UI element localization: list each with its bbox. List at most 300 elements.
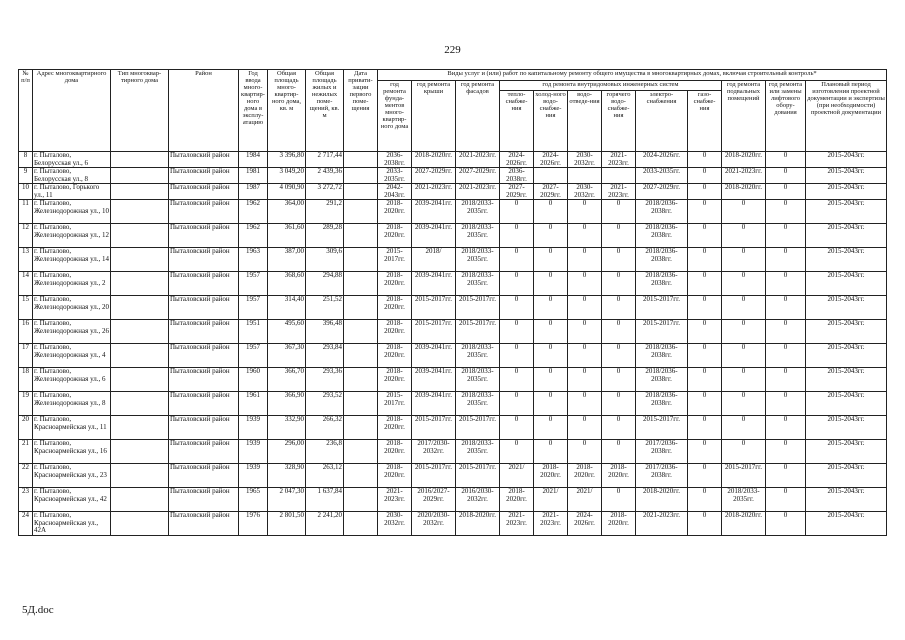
sewer-cell: 0	[568, 248, 602, 272]
total-area-cell: 2 801,50	[268, 512, 306, 536]
roof-cell: 2020/2030-2032гг.	[412, 512, 456, 536]
year-cell: 1957	[239, 272, 268, 296]
year-cell: 1960	[239, 368, 268, 392]
sewer-cell: 0	[568, 296, 602, 320]
design-period-cell: 2015-2043гг.	[806, 416, 887, 440]
gas-cell: 0	[688, 440, 722, 464]
address-cell: г. Пыталово, Белорусская ул., 8	[33, 168, 111, 184]
basement-cell: 0	[722, 272, 766, 296]
header-num: № п/п	[19, 70, 33, 152]
district-cell: Пыталовский район	[169, 464, 239, 488]
district-cell: Пыталовский район	[169, 296, 239, 320]
electric-cell: 2021-2023гг.	[636, 512, 688, 536]
elevator-cell: 0	[766, 272, 806, 296]
heat-cell: 0	[500, 440, 534, 464]
basement-cell: 0	[722, 344, 766, 368]
gas-cell: 0	[688, 464, 722, 488]
roof-cell: 2039-2041гг.	[412, 368, 456, 392]
design-period-cell: 2015-2043гг.	[806, 512, 887, 536]
address-cell: г. Пыталово, Красноармейская ул., 42А	[33, 512, 111, 536]
electric-cell: 2018/2036-2038гг.	[636, 344, 688, 368]
living-area-cell: 263,12	[306, 464, 344, 488]
roof-cell: 2039-2041гг.	[412, 224, 456, 248]
table-row	[19, 320, 887, 344]
year-cell: 1939	[239, 464, 268, 488]
foundation-cell: 2018-2020гг.	[378, 440, 412, 464]
living-area-cell: 293,84	[306, 344, 344, 368]
electric-cell: 2018/2036-2038гг.	[636, 272, 688, 296]
facade-cell: 2018/2033-2035гг.	[456, 224, 500, 248]
row-number: 14	[19, 272, 33, 296]
table-row	[19, 248, 887, 272]
address-cell: г. Пыталово, Железнодорожная ул., 8	[33, 392, 111, 416]
cold-water-cell: 0	[534, 392, 568, 416]
table-row	[19, 224, 887, 248]
heat-cell: 0	[500, 368, 534, 392]
facade-cell: 2015-2017гг.	[456, 464, 500, 488]
hot-water-cell: 0	[602, 488, 636, 512]
electric-cell: 2027-2029гг.	[636, 184, 688, 200]
design-period-cell: 2015-2043гг.	[806, 320, 887, 344]
living-area-cell: 293,52	[306, 392, 344, 416]
heat-cell: 2036-2038гг.	[500, 168, 534, 184]
privatization-cell	[344, 488, 378, 512]
elevator-cell: 0	[766, 320, 806, 344]
district-cell: Пыталовский район	[169, 200, 239, 224]
electric-cell: 2015-2017гг.	[636, 320, 688, 344]
year-cell: 1951	[239, 320, 268, 344]
table-row	[19, 464, 887, 488]
table-body	[19, 152, 887, 536]
foundation-cell: 2018-2020гг.	[378, 344, 412, 368]
table-header	[19, 70, 887, 152]
design-period-cell: 2015-2043гг.	[806, 224, 887, 248]
heat-cell: 2027-2029гг.	[500, 184, 534, 200]
table-row	[19, 392, 887, 416]
facade-cell: 2018/2033-2035гг.	[456, 200, 500, 224]
privatization-cell	[344, 368, 378, 392]
year-cell: 1987	[239, 184, 268, 200]
heat-cell: 0	[500, 224, 534, 248]
design-period-cell: 2015-2043гг.	[806, 152, 887, 168]
gas-cell: 0	[688, 320, 722, 344]
gas-cell: 0	[688, 152, 722, 168]
hot-water-cell: 0	[602, 224, 636, 248]
sewer-cell: 0	[568, 224, 602, 248]
design-period-cell: 2015-2043гг.	[806, 392, 887, 416]
cold-water-cell: 0	[534, 440, 568, 464]
foundation-cell: 2015-2017гг.	[378, 392, 412, 416]
heat-cell: 2021/	[500, 464, 534, 488]
cold-water-cell: 0	[534, 320, 568, 344]
foundation-cell: 2021-2023гг.	[378, 488, 412, 512]
cold-water-cell: 0	[534, 248, 568, 272]
basement-cell: 0	[722, 248, 766, 272]
foundation-cell: 2018-2020гг.	[378, 296, 412, 320]
foundation-cell: 2018-2020гг.	[378, 200, 412, 224]
house-type-cell	[111, 368, 169, 392]
living-area-cell: 266,32	[306, 416, 344, 440]
basement-cell: 0	[722, 440, 766, 464]
hot-water-cell: 2018-2020гг.	[602, 512, 636, 536]
privatization-cell	[344, 272, 378, 296]
house-type-cell	[111, 200, 169, 224]
sewer-cell: 0	[568, 416, 602, 440]
cold-water-cell: 2018-2020гг.	[534, 464, 568, 488]
elevator-cell: 0	[766, 152, 806, 168]
basement-cell: 2021-2023гг.	[722, 168, 766, 184]
header-basement: год ремонта подвальных помещений	[722, 81, 766, 152]
district-cell: Пыталовский район	[169, 224, 239, 248]
total-area-cell: 332,90	[268, 416, 306, 440]
gas-cell: 0	[688, 224, 722, 248]
roof-cell: 2027-2029гг.	[412, 168, 456, 184]
privatization-cell	[344, 296, 378, 320]
table-row	[19, 440, 887, 464]
district-cell: Пыталовский район	[169, 184, 239, 200]
roof-cell: 2015-2017гг.	[412, 320, 456, 344]
gas-cell: 0	[688, 344, 722, 368]
total-area-cell: 495,60	[268, 320, 306, 344]
foundation-cell: 2018-2020гг.	[378, 416, 412, 440]
table-row	[19, 512, 887, 536]
basement-cell: 2018-2020гг.	[722, 512, 766, 536]
roof-cell: 2015-2017гг.	[412, 416, 456, 440]
sewer-cell: 0	[568, 344, 602, 368]
row-number: 12	[19, 224, 33, 248]
hot-water-cell: 0	[602, 272, 636, 296]
total-area-cell: 364,00	[268, 200, 306, 224]
cold-water-cell	[534, 168, 568, 184]
header-living-area: Общая площадь жилых и нежилых поме-щений, кв. м	[306, 70, 344, 152]
header-gas: газо-снабже-ния	[688, 91, 722, 152]
roof-cell: 2039-2041гг.	[412, 344, 456, 368]
electric-cell: 2015-2017гг.	[636, 296, 688, 320]
foundation-cell: 2018-2020гг.	[378, 272, 412, 296]
capital-repair-table	[18, 69, 887, 536]
living-area-cell: 236,8	[306, 440, 344, 464]
design-period-cell: 2015-2043гг.	[806, 296, 887, 320]
house-type-cell	[111, 168, 169, 184]
privatization-cell	[344, 440, 378, 464]
hot-water-cell: 2021-2023гг.	[602, 152, 636, 168]
table-row	[19, 168, 887, 184]
foundation-cell: 2018-2020гг.	[378, 368, 412, 392]
roof-cell: 2018/	[412, 248, 456, 272]
year-cell: 1962	[239, 224, 268, 248]
gas-cell: 0	[688, 368, 722, 392]
elevator-cell: 0	[766, 184, 806, 200]
design-period-cell: 2015-2043гг.	[806, 464, 887, 488]
total-area-cell: 367,30	[268, 344, 306, 368]
privatization-cell	[344, 168, 378, 184]
privatization-cell	[344, 320, 378, 344]
header-privatization: Дата привати-зации первого поме-щения	[344, 70, 378, 152]
house-type-cell	[111, 488, 169, 512]
living-area-cell: 291,2	[306, 200, 344, 224]
facade-cell: 2021-2023гг.	[456, 184, 500, 200]
privatization-cell	[344, 344, 378, 368]
year-cell: 1961	[239, 392, 268, 416]
foundation-cell: 2036-2038гг.	[378, 152, 412, 168]
roof-cell: 2017/2030-2032гг.	[412, 440, 456, 464]
table-row	[19, 344, 887, 368]
hot-water-cell: 0	[602, 200, 636, 224]
basement-cell: 0	[722, 392, 766, 416]
elevator-cell: 0	[766, 296, 806, 320]
cold-water-cell: 0	[534, 344, 568, 368]
privatization-cell	[344, 464, 378, 488]
sewer-cell: 2024-2026гг.	[568, 512, 602, 536]
privatization-cell	[344, 248, 378, 272]
privatization-cell	[344, 392, 378, 416]
total-area-cell: 3 049,20	[268, 168, 306, 184]
heat-cell: 0	[500, 416, 534, 440]
footer-filename: 5Д.doc	[22, 604, 54, 616]
roof-cell: 2039-2041гг.	[412, 200, 456, 224]
hot-water-cell: 2021-2023гг.	[602, 184, 636, 200]
address-cell: г. Пыталово, Красноармейская ул., 23	[33, 464, 111, 488]
roof-cell: 2015-2017гг.	[412, 296, 456, 320]
privatization-cell	[344, 200, 378, 224]
hot-water-cell: 0	[602, 368, 636, 392]
table-row	[19, 272, 887, 296]
sewer-cell: 2030-2032гг.	[568, 184, 602, 200]
privatization-cell	[344, 224, 378, 248]
total-area-cell: 366,70	[268, 368, 306, 392]
address-cell: г. Пыталово, Железнодорожная ул., 6	[33, 368, 111, 392]
cold-water-cell: 2021/	[534, 488, 568, 512]
hot-water-cell: 0	[602, 320, 636, 344]
basement-cell: 2018-2020гг.	[722, 184, 766, 200]
row-number: 24	[19, 512, 33, 536]
electric-cell: 2015-2017гг.	[636, 416, 688, 440]
roof-cell: 2021-2023гг.	[412, 184, 456, 200]
electric-cell: 2024-2026гг.	[636, 152, 688, 168]
table-row	[19, 416, 887, 440]
elevator-cell: 0	[766, 224, 806, 248]
table-row	[19, 184, 887, 200]
header-sewer: водо-отведе-ния	[568, 91, 602, 152]
page-number: 229	[444, 44, 461, 56]
electric-cell: 2018/2036-2038гг.	[636, 200, 688, 224]
address-cell: г. Пыталово, Горького ул., 11	[33, 184, 111, 200]
design-period-cell: 2015-2043гг.	[806, 168, 887, 184]
sewer-cell: 0	[568, 392, 602, 416]
sewer-cell: 0	[568, 200, 602, 224]
district-cell: Пыталовский район	[169, 512, 239, 536]
house-type-cell	[111, 512, 169, 536]
foundation-cell: 2015-2017гг.	[378, 248, 412, 272]
gas-cell: 0	[688, 488, 722, 512]
address-cell: г. Пыталово, Железнодорожная ул., 26	[33, 320, 111, 344]
table-row	[19, 152, 887, 168]
living-area-cell: 293,36	[306, 368, 344, 392]
address-cell: г. Пыталово, Железнодорожная ул., 4	[33, 344, 111, 368]
sewer-cell: 2030-2032гг.	[568, 152, 602, 168]
heat-cell: 0	[500, 392, 534, 416]
row-number: 23	[19, 488, 33, 512]
foundation-cell: 2042-2043гг.	[378, 184, 412, 200]
facade-cell: 2016/2030-2032гг.	[456, 488, 500, 512]
year-cell: 1939	[239, 416, 268, 440]
electric-cell: 2018/2036-2038гг.	[636, 392, 688, 416]
house-type-cell	[111, 272, 169, 296]
district-cell: Пыталовский район	[169, 392, 239, 416]
gas-cell: 0	[688, 416, 722, 440]
facade-cell: 2018/2033-2035гг.	[456, 344, 500, 368]
gas-cell: 0	[688, 392, 722, 416]
house-type-cell	[111, 248, 169, 272]
sewer-cell: 0	[568, 272, 602, 296]
total-area-cell: 4 090,90	[268, 184, 306, 200]
living-area-cell: 1 637,84	[306, 488, 344, 512]
row-number: 16	[19, 320, 33, 344]
year-cell: 1981	[239, 168, 268, 184]
sewer-cell	[568, 168, 602, 184]
district-cell: Пыталовский район	[169, 272, 239, 296]
facade-cell: 2015-2017гг.	[456, 416, 500, 440]
house-type-cell	[111, 184, 169, 200]
roof-cell: 2039-2041гг.	[412, 392, 456, 416]
sewer-cell: 0	[568, 368, 602, 392]
privatization-cell	[344, 152, 378, 168]
year-cell: 1957	[239, 344, 268, 368]
cold-water-cell: 2021-2023гг.	[534, 512, 568, 536]
district-cell: Пыталовский район	[169, 416, 239, 440]
header-design-period: Плановый период изготовления проектной документации и экспертизы (при необходимости) проектной документации	[806, 81, 887, 152]
facade-cell: 2018/2033-2035гг.	[456, 440, 500, 464]
address-cell: г. Пыталово, Железнодорожная ул., 14	[33, 248, 111, 272]
foundation-cell: 2030-2032гг.	[378, 512, 412, 536]
design-period-cell: 2015-2043гг.	[806, 344, 887, 368]
elevator-cell: 0	[766, 464, 806, 488]
electric-cell: 2017/2036-2038гг.	[636, 464, 688, 488]
hot-water-cell: 0	[602, 248, 636, 272]
heat-cell: 0	[500, 272, 534, 296]
facade-cell: 2018/2033-2035гг.	[456, 272, 500, 296]
address-cell: г. Пыталово, Красноармейская ул., 11	[33, 416, 111, 440]
row-number: 18	[19, 368, 33, 392]
hot-water-cell: 0	[602, 344, 636, 368]
house-type-cell	[111, 440, 169, 464]
gas-cell: 0	[688, 272, 722, 296]
electric-cell: 2018/2036-2038гг.	[636, 224, 688, 248]
sewer-cell: 2018-2020гг.	[568, 464, 602, 488]
electric-cell: 2017/2036-2038гг.	[636, 440, 688, 464]
facade-cell: 2018/2033-2035гг.	[456, 368, 500, 392]
header-elevator: год ремонта или замены лифтового обору-дования	[766, 81, 806, 152]
house-type-cell	[111, 320, 169, 344]
privatization-cell	[344, 416, 378, 440]
district-cell: Пыталовский район	[169, 152, 239, 168]
total-area-cell: 368,60	[268, 272, 306, 296]
living-area-cell: 3 272,72	[306, 184, 344, 200]
address-cell: г. Пыталово, Железнодорожная ул., 2	[33, 272, 111, 296]
gas-cell: 0	[688, 248, 722, 272]
house-type-cell	[111, 464, 169, 488]
year-cell: 1957	[239, 296, 268, 320]
row-number: 17	[19, 344, 33, 368]
sewer-cell: 0	[568, 440, 602, 464]
table-row	[19, 200, 887, 224]
electric-cell: 2033-2035гг.	[636, 168, 688, 184]
header-foundation: год ремонта фунда-ментов много-квартир-ного дома	[378, 81, 412, 152]
elevator-cell: 0	[766, 440, 806, 464]
facade-cell: 2018/2033-2035гг.	[456, 392, 500, 416]
sewer-cell: 2021/	[568, 488, 602, 512]
heat-cell: 0	[500, 296, 534, 320]
header-roof: год ремонта крыши	[412, 81, 456, 152]
gas-cell: 0	[688, 200, 722, 224]
hot-water-cell: 0	[602, 392, 636, 416]
hot-water-cell: 0	[602, 440, 636, 464]
sewer-cell: 0	[568, 320, 602, 344]
row-number: 15	[19, 296, 33, 320]
header-total-area: Общая площадь много-квартир-ного дома, кв. м	[268, 70, 306, 152]
design-period-cell: 2015-2043гг.	[806, 368, 887, 392]
header-address: Адрес многоквартирного дома	[33, 70, 111, 152]
living-area-cell: 294,88	[306, 272, 344, 296]
year-cell: 1963	[239, 248, 268, 272]
hot-water-cell: 0	[602, 296, 636, 320]
elevator-cell: 0	[766, 488, 806, 512]
house-type-cell	[111, 392, 169, 416]
foundation-cell: 2018-2020гг.	[378, 320, 412, 344]
row-number: 8	[19, 152, 33, 168]
header-hot-water: горячего водо-снабже-ния	[602, 91, 636, 152]
living-area-cell: 289,28	[306, 224, 344, 248]
design-period-cell: 2015-2043гг.	[806, 440, 887, 464]
basement-cell: 0	[722, 224, 766, 248]
district-cell: Пыталовский район	[169, 344, 239, 368]
basement-cell: 0	[722, 200, 766, 224]
table-row	[19, 488, 887, 512]
electric-cell: 2018/2036-2038гг.	[636, 248, 688, 272]
roof-cell: 2039-2041гг.	[412, 272, 456, 296]
elevator-cell: 0	[766, 368, 806, 392]
design-period-cell: 2015-2043гг.	[806, 488, 887, 512]
gas-cell: 0	[688, 184, 722, 200]
living-area-cell: 309,6	[306, 248, 344, 272]
heat-cell: 0	[500, 344, 534, 368]
roof-cell: 2016/2027-2029гг.	[412, 488, 456, 512]
cold-water-cell: 0	[534, 224, 568, 248]
electric-cell: 2018/2036-2038гг.	[636, 368, 688, 392]
cold-water-cell: 2027-2029гг.	[534, 184, 568, 200]
row-number: 20	[19, 416, 33, 440]
gas-cell: 0	[688, 168, 722, 184]
heat-cell: 2021-2023гг.	[500, 512, 534, 536]
address-cell: г. Пыталово, Железнодорожная ул., 12	[33, 224, 111, 248]
heat-cell: 0	[500, 200, 534, 224]
header-heat: тепло-снабже-ния	[500, 91, 534, 152]
house-type-cell	[111, 152, 169, 168]
total-area-cell: 366,90	[268, 392, 306, 416]
electric-cell: 2018-2020гг.	[636, 488, 688, 512]
basement-cell: 2018/2033-2035гг.	[722, 488, 766, 512]
row-number: 19	[19, 392, 33, 416]
house-type-cell	[111, 224, 169, 248]
heat-cell: 0	[500, 320, 534, 344]
foundation-cell: 2018-2020гг.	[378, 224, 412, 248]
living-area-cell: 2 241,20	[306, 512, 344, 536]
hot-water-cell: 2018-2020гг.	[602, 464, 636, 488]
elevator-cell: 0	[766, 168, 806, 184]
heat-cell: 2018-2020гг.	[500, 488, 534, 512]
address-cell: г. Пыталово, Красноармейская ул., 42	[33, 488, 111, 512]
district-cell: Пыталовский район	[169, 440, 239, 464]
